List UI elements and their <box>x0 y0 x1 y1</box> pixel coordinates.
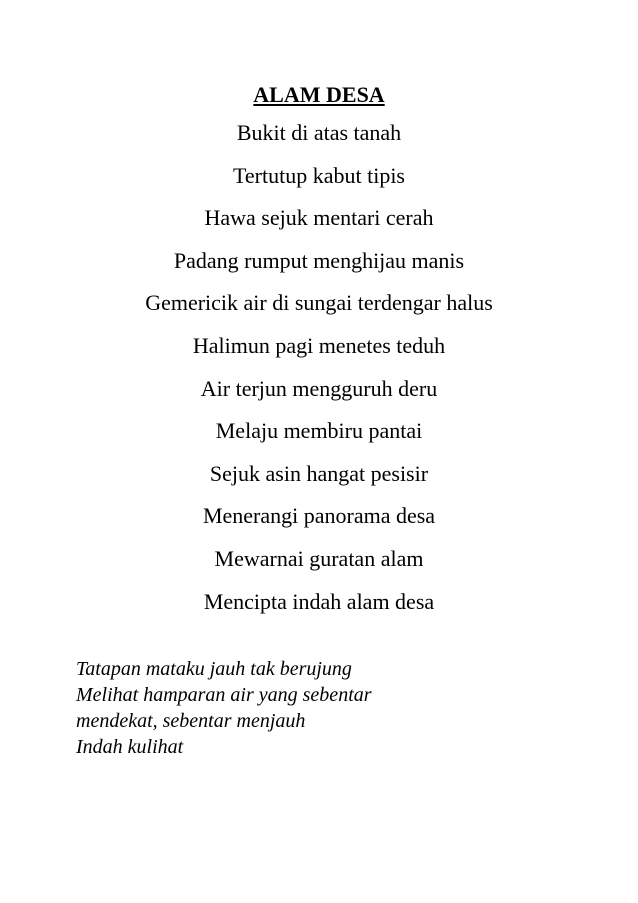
italic-line: mendekat, sebentar menjauh <box>76 710 306 732</box>
italic-line: Indah kulihat <box>76 736 184 758</box>
poem-line: Tertutup kabut tipis <box>233 162 405 188</box>
poem-line: Menerangi panorama desa <box>202 503 436 529</box>
poem-line: Melaju membiru pantai <box>215 418 423 444</box>
poem-line: Bukit di atas tanah <box>236 120 402 145</box>
poem-title: ALAM DESA <box>253 82 385 107</box>
poem-line: Padang rumput menghijau manis <box>173 247 465 273</box>
italic-line: Melihat hamparan air yang sebentar <box>76 684 372 706</box>
poem-line: Sejuk asin hangat pesisir <box>209 460 429 486</box>
poem-line: Mewarnai guratan alam <box>214 545 424 571</box>
poem-line: Mencipta indah alam desa <box>203 588 435 614</box>
poem-line: Hawa sejuk mentari cerah <box>204 205 434 231</box>
poem-line: Air terjun mengguruh deru <box>200 375 438 401</box>
poem-line: Halimun pagi menetes teduh <box>192 332 446 358</box>
italic-verse <box>76 656 372 760</box>
italic-line: Tatapan mataku jauh tak berujung <box>76 658 352 680</box>
poem-stanza <box>0 118 638 629</box>
poem-line: Gemericik air di sungai terdengar halus <box>145 290 493 316</box>
